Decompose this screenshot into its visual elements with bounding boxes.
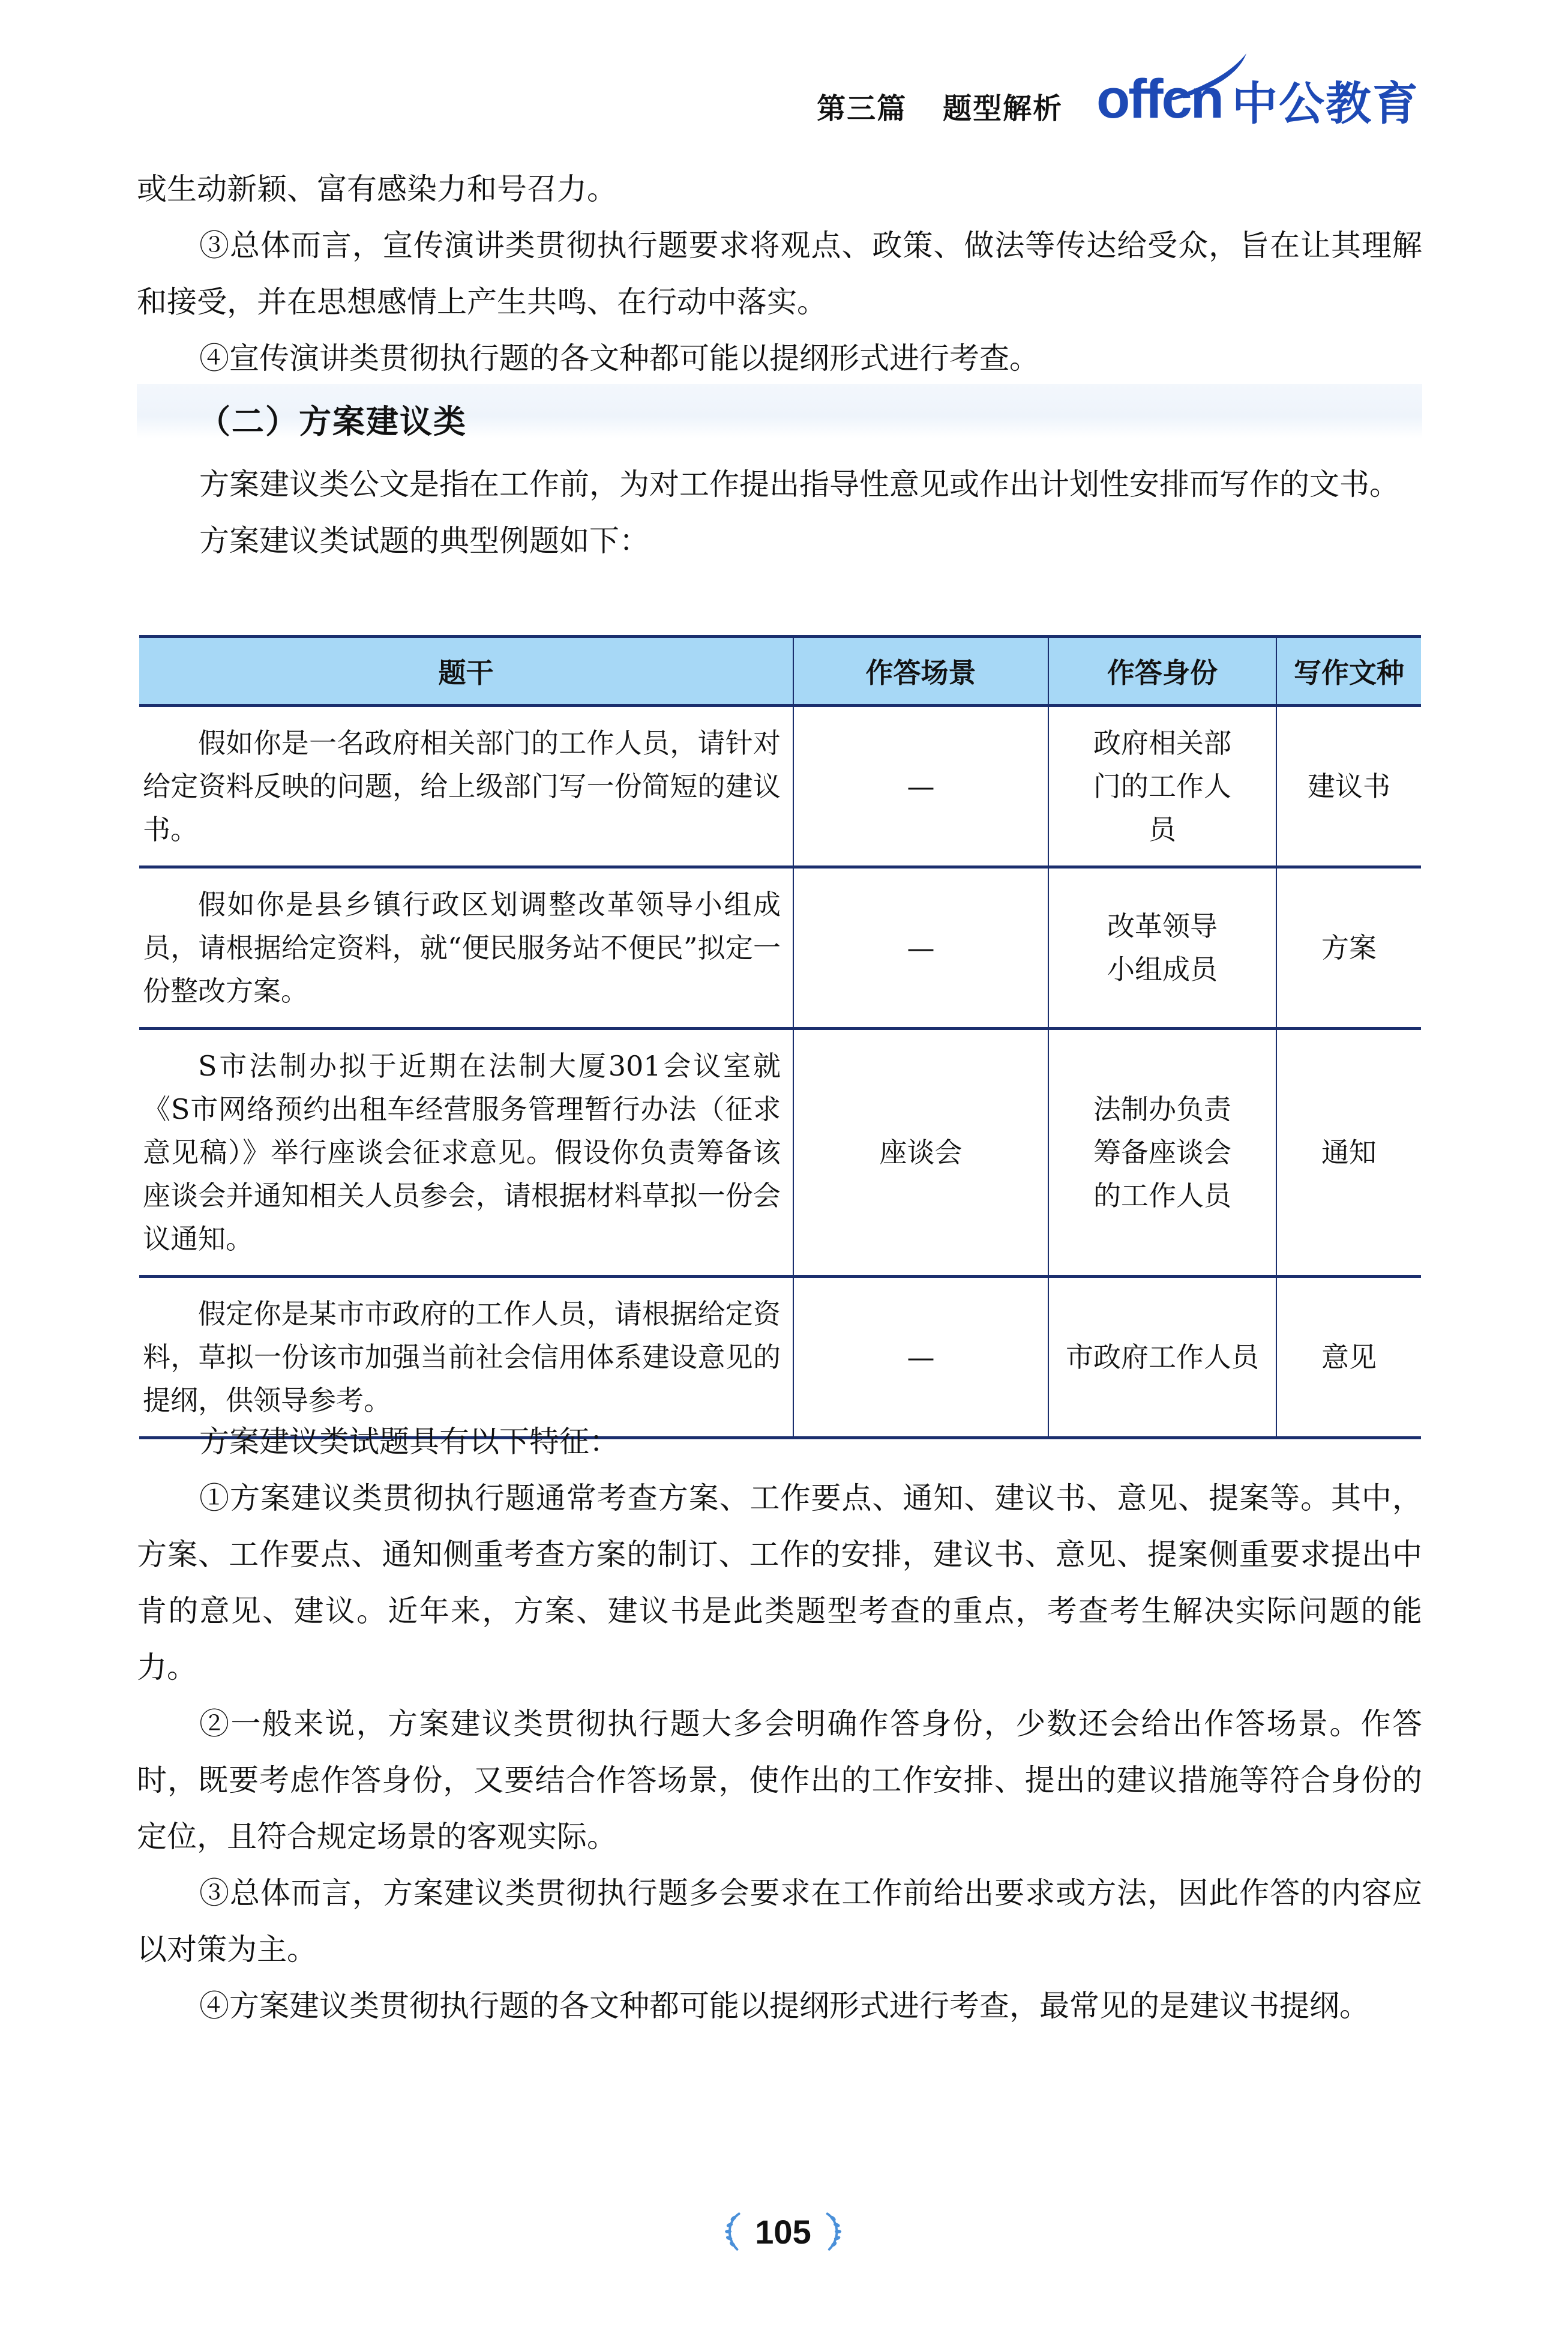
cell-genre: 方案 (1276, 867, 1421, 1029)
feature-item: ②一般来说，方案建议类贯彻执行题大多会明确作答身份，少数还会给出作答场景。作答时，既要考虑作答身份，又要结合作答场景，使作出的工作安排、提出的建议措施等符合身份的定位，且符合规定场景的客观实际。 (137, 1706, 1422, 1854)
table-row (139, 1029, 1421, 1277)
running-head (817, 85, 1063, 127)
cell-scene: 座谈会 (793, 1029, 1048, 1277)
paragraph: 或生动新颖、富有感染力和号召力。 (137, 172, 617, 206)
features-block (137, 1413, 1422, 2034)
cell-identity: 市政府工作人员 (1048, 1277, 1276, 1438)
section-title: （二）方案建议类 (198, 403, 467, 441)
top-text-block (137, 161, 1422, 387)
chapter-title: 题型解析 (943, 92, 1063, 125)
cell-stem: S市法制办拟于近期在法制大厦301会议室就《S市网络预约出租车经营服务管理暂行办法（征求意见稿）》举行座谈会征求意见。假设你负责筹备该座谈会并通知相关人员参会，请根据材料草拟一份会议通知。 (139, 1029, 793, 1277)
logo-swoosh-icon (1162, 52, 1252, 100)
cell-scene: — (793, 706, 1048, 867)
header-identity: 作答身份 (1048, 637, 1276, 706)
table-row (139, 706, 1421, 867)
cell-scene: — (793, 867, 1048, 1029)
cell-identity: 法制办负责筹备座谈会的工作人员 (1048, 1029, 1276, 1277)
cell-genre: 意见 (1276, 1277, 1421, 1438)
definition-paragraph: 方案建议类公文是指在工作前，为对工作提出指导性意见或作出计划性安排而写作的文书。 (199, 467, 1399, 502)
page-header (817, 68, 1419, 130)
cell-identity: 政府相关部门的工作人员 (1048, 706, 1276, 867)
examples-table (139, 635, 1421, 1439)
page-number: 105 (755, 2212, 811, 2251)
table-header-row (139, 637, 1421, 706)
paragraph: ③总体而言，宣传演讲类贯彻执行题要求将观点、政策、做法等传达给受众，旨在让其理解和接受，并在思想感情上产生共鸣、在行动中落实。 (137, 228, 1422, 319)
page-number-footer (723, 2202, 843, 2262)
cell-genre: 通知 (1276, 1029, 1421, 1277)
table-intro: 方案建议类试题的典型例题如下： (199, 523, 649, 558)
cell-stem: 假如你是县乡镇行政区划调整改革领导小组成员，请根据给定资料，就“便民服务站不便民”拟定一份整改方案。 (139, 867, 793, 1029)
header-genre: 写作文种 (1276, 637, 1421, 706)
cell-identity: 改革领导小组成员 (1048, 867, 1276, 1029)
cell-stem: 假定你是某市市政府的工作人员，请根据给定资料，草拟一份该市加强当前社会信用体系建设意见的提纲，供领导参考。 (139, 1277, 793, 1438)
offcn-logo (1096, 68, 1419, 130)
header-scene: 作答场景 (793, 637, 1048, 706)
cell-scene: — (793, 1277, 1048, 1438)
logo-wordmark: offcn (1096, 71, 1222, 127)
paragraph: ④宣传演讲类贯彻执行题的各文种都可能以提纲形式进行考查。 (199, 341, 1039, 376)
chapter-number: 第三篇 (817, 92, 907, 125)
logo-chinese: 中公教育 (1232, 76, 1419, 130)
laurel-left-icon (723, 2206, 742, 2257)
feature-item: ①方案建议类贯彻执行题通常考查方案、工作要点、通知、建议书、意见、提案等。其中，方案、工作要点、通知侧重考查方案的制订、工作的安排，建议书、意见、提案侧重要求提出中肯的意见、建议。近年来，方案、建议书是此类题型考查的重点，考查考生解决实际问题的能力。 (137, 1481, 1422, 1685)
laurel-right-icon (825, 2206, 843, 2257)
table-row (139, 867, 1421, 1029)
section-intro (137, 456, 1422, 569)
features-intro: 方案建议类试题具有以下特征： (199, 1424, 619, 1459)
header-stem: 题干 (139, 637, 793, 706)
feature-item: ④方案建议类贯彻执行题的各文种都可能以提纲形式进行考查，最常见的是建议书提纲。 (199, 1988, 1369, 2023)
cell-stem: 假如你是一名政府相关部门的工作人员，请针对给定资料反映的问题，给上级部门写一份简短的建议书。 (139, 706, 793, 867)
feature-item: ③总体而言，方案建议类贯彻执行题多会要求在工作前给出要求或方法，因此作答的内容应以对策为主。 (137, 1876, 1422, 1967)
cell-genre: 建议书 (1276, 706, 1421, 867)
